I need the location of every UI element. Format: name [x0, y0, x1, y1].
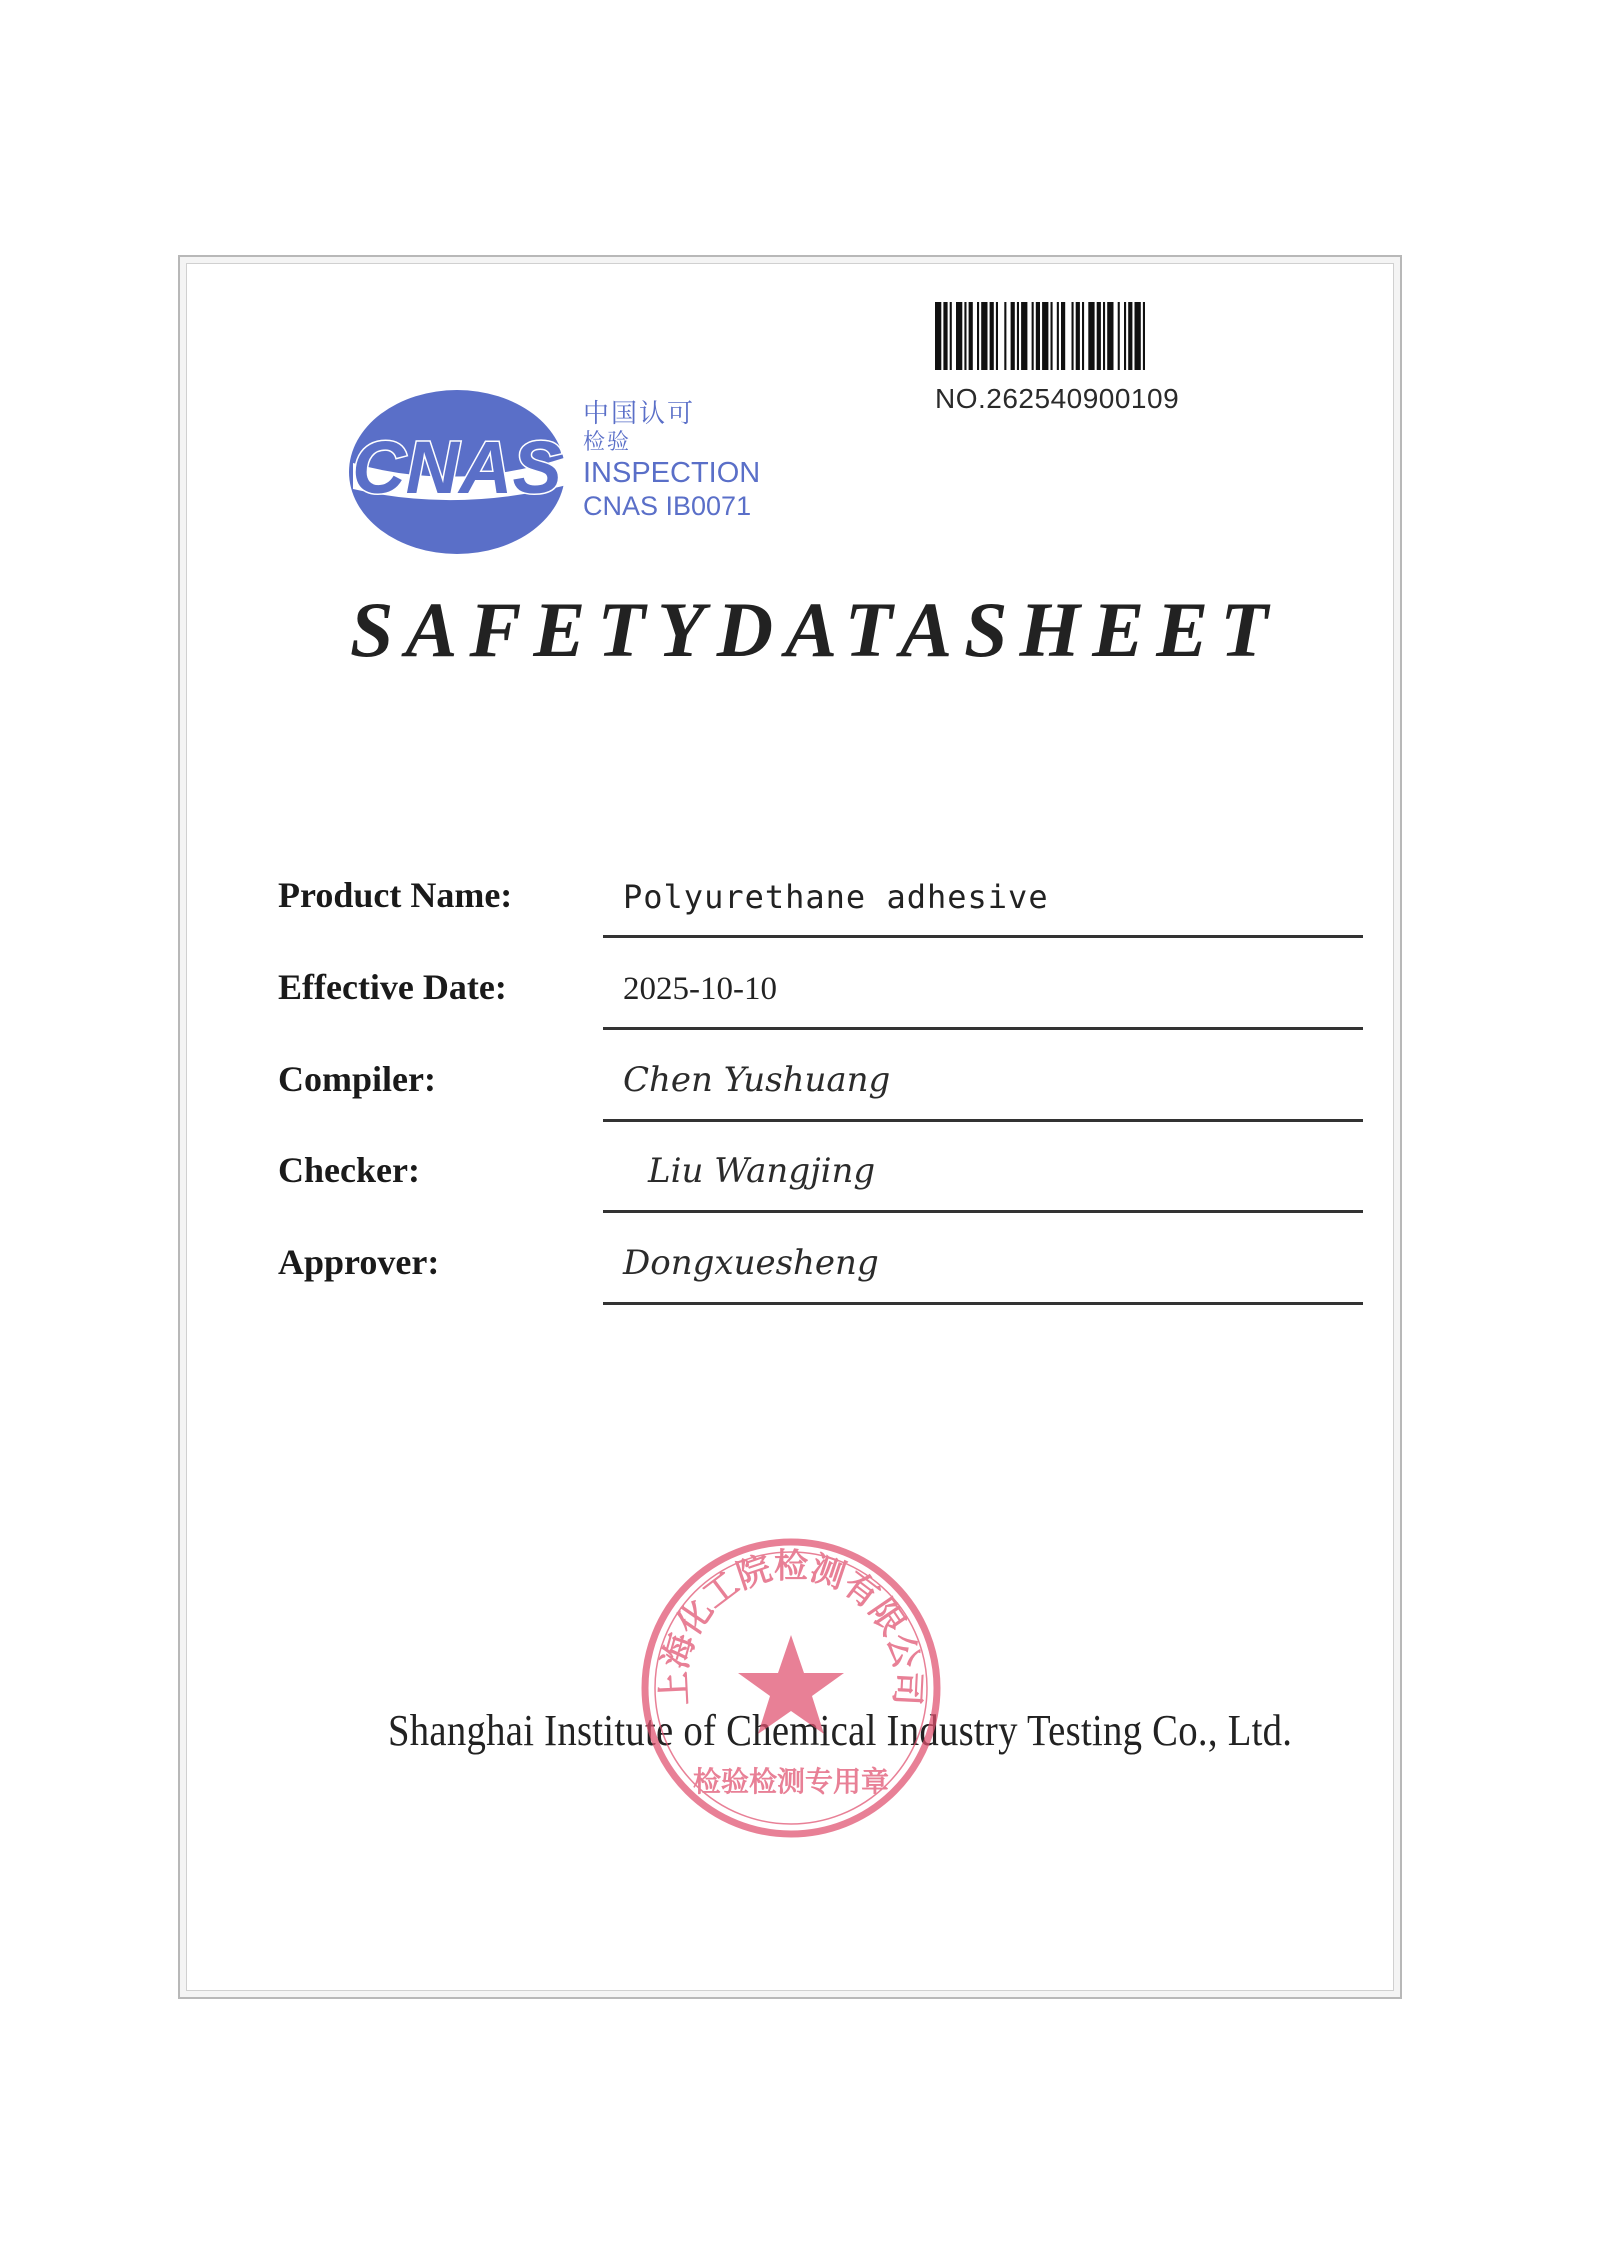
field-value: Polyurethane adhesive [623, 878, 1049, 916]
field-label: Approver: [278, 1242, 440, 1282]
barcode-bar [956, 302, 962, 370]
barcode-bar [969, 302, 973, 370]
field-label: Product Name: [278, 875, 513, 915]
barcode-bar [1135, 302, 1141, 370]
compiler-signature: Chen Yushuang [623, 1060, 891, 1100]
barcode-bar [990, 302, 994, 370]
barcode-bar [1128, 302, 1132, 370]
star-icon [738, 1635, 844, 1734]
cnas-logo [345, 385, 575, 560]
company-name: Shanghai Institute of Chemical Industry Testing Co., Ltd. [388, 1706, 1293, 1755]
cnas-line-cn-1: 中国认可 [583, 399, 696, 429]
barcode-bar [964, 302, 966, 370]
field-label: Effective Date: [278, 967, 507, 1007]
barcode-bar [1057, 302, 1059, 370]
barcode-bar [977, 302, 979, 370]
document-title: SAFETYDATASHEET [350, 586, 1280, 673]
field-value: 2025-10-10 [623, 971, 777, 1007]
barcode-bar [1143, 302, 1145, 370]
barcode-bar [981, 302, 987, 370]
barcode-bar [1021, 302, 1027, 370]
barcode-bar [950, 302, 952, 370]
barcode-bar [1051, 302, 1053, 370]
field-approver [278, 1235, 1363, 1305]
barcode-bar [1032, 302, 1034, 370]
field-label: Compiler: [278, 1059, 436, 1099]
seal-top-text: 上海化工院检测有限公司 [654, 1546, 928, 1707]
barcode-bar [1061, 302, 1065, 370]
checker-signature: Liu Wangjing [648, 1151, 876, 1191]
field-underline [603, 1210, 1363, 1213]
field-underline [603, 1302, 1363, 1305]
barcode-bar [1011, 302, 1015, 370]
cnas-line-cn-2: 检验 [583, 429, 632, 455]
field-checker [278, 1143, 1363, 1213]
cnas-line-en-2: CNAS IB0071 [583, 490, 752, 521]
barcode-bar [935, 302, 941, 370]
barcode-bar [1004, 302, 1006, 370]
barcode-bar [1082, 302, 1084, 370]
barcode-bar [1107, 302, 1113, 370]
document-number: NO.262540900109 [935, 383, 1180, 414]
field-label: Checker: [278, 1150, 420, 1190]
field-underline [603, 935, 1363, 938]
barcode-bar [996, 302, 998, 370]
field-compiler [278, 1052, 1363, 1122]
barcode-bar [1042, 302, 1048, 370]
cnas-line-en-1: INSPECTION [583, 457, 761, 490]
barcode-bar [943, 302, 947, 370]
barcode [935, 302, 1255, 370]
barcode-bar [1017, 302, 1019, 370]
field-effective-date [278, 960, 1363, 1030]
field-product-name [278, 868, 1363, 938]
seal-bottom-text: 检验检测专用章 [692, 1765, 890, 1798]
barcode-bar [1124, 302, 1126, 370]
cnas-accreditation-text [583, 400, 760, 522]
cnas-logo-text: CNAS [352, 426, 562, 509]
barcode-bar [1076, 302, 1080, 370]
barcode-bar [1097, 302, 1101, 370]
official-seal [636, 1533, 946, 1843]
barcode-bar [1088, 302, 1094, 370]
field-underline [603, 1027, 1363, 1030]
barcode-bar [1072, 302, 1074, 370]
approver-signature: Dongxuesheng [623, 1243, 879, 1283]
barcode-bar [1036, 302, 1040, 370]
field-underline [603, 1119, 1363, 1122]
barcode-bar [1118, 302, 1120, 370]
barcode-bar [1103, 302, 1105, 370]
